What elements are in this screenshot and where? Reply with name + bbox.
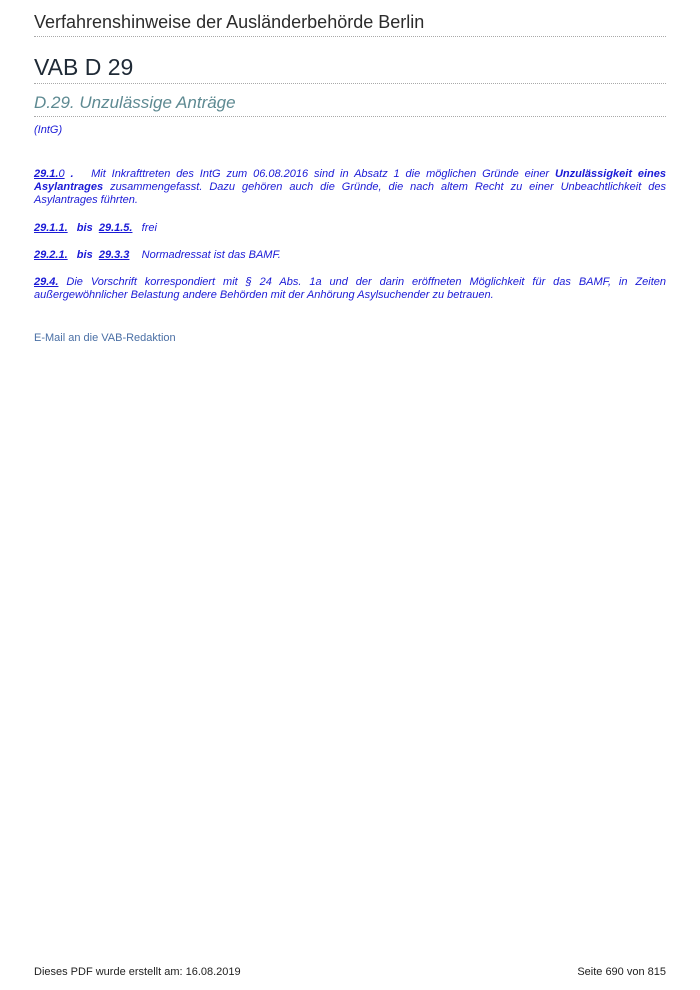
subtitle-divider: [34, 116, 666, 117]
paragraph-29-1-0: [34, 168, 666, 207]
paragraph-29-1-1: [34, 222, 666, 235]
paragraph-29-4: [34, 276, 666, 302]
document-title: VAB D 29: [34, 54, 134, 80]
header-divider: [34, 36, 666, 37]
emphasis-text: Unzulässigkeit eines Asylantrages: [34, 168, 666, 193]
section-link-29-1[interactable]: 29.1.: [34, 168, 59, 180]
range-word: bis: [67, 249, 99, 261]
document-subtitle: D.29. Unzulässige Anträge: [34, 93, 236, 112]
section-link-29-1-1[interactable]: 29.1.1.: [34, 222, 68, 234]
range-word: bis: [67, 222, 99, 234]
section-link-29-1-5[interactable]: 29.1.5.: [98, 222, 133, 234]
paragraph-text: Mit Inkrafttreten des IntG zum 06.08.2016 sind in Absatz 1 die möglichen Gründe einer: [73, 168, 555, 180]
section-link-29-3-3[interactable]: 29.3.3: [98, 249, 130, 261]
paragraph-text: Normadressat ist das BAMF.: [129, 249, 281, 261]
title-divider: [34, 83, 666, 84]
paragraph-text: zusammengefasst. Dazu gehören auch die Gründe, die nach altem Recht zu einer Unbeachtlichkeit des Asylantrages führten.: [34, 181, 666, 206]
site-header-title: Verfahrenshinweise der Ausländerbehörde Berlin: [34, 12, 425, 32]
footer-created-date: Dieses PDF wurde erstellt am: 16.08.2019: [34, 966, 241, 978]
paragraph-text: Die Vorschrift korrespondiert mit § 24 Abs. 1a und der darin eröffneten Möglichkeit für das BAMF, in Zeiten außergewöhnlicher Belastung andere Behörden mit der Anhörung Asylsuchender zu betrauen.: [34, 276, 666, 301]
paragraph-text: frei: [132, 222, 157, 234]
section-link-29-1-0[interactable]: 0: [58, 168, 65, 180]
email-editorial-link[interactable]: E-Mail an die VAB-Redaktion: [34, 332, 176, 344]
section-link-29-2-1[interactable]: 29.2.1.: [34, 249, 68, 261]
paragraph-29-2-1: [34, 249, 666, 262]
footer-page-number: Seite 690 von 815: [577, 966, 666, 978]
law-reference: (IntG): [34, 124, 63, 136]
section-separator: .: [64, 168, 74, 180]
section-link-29-4[interactable]: 29.4.: [34, 276, 59, 288]
